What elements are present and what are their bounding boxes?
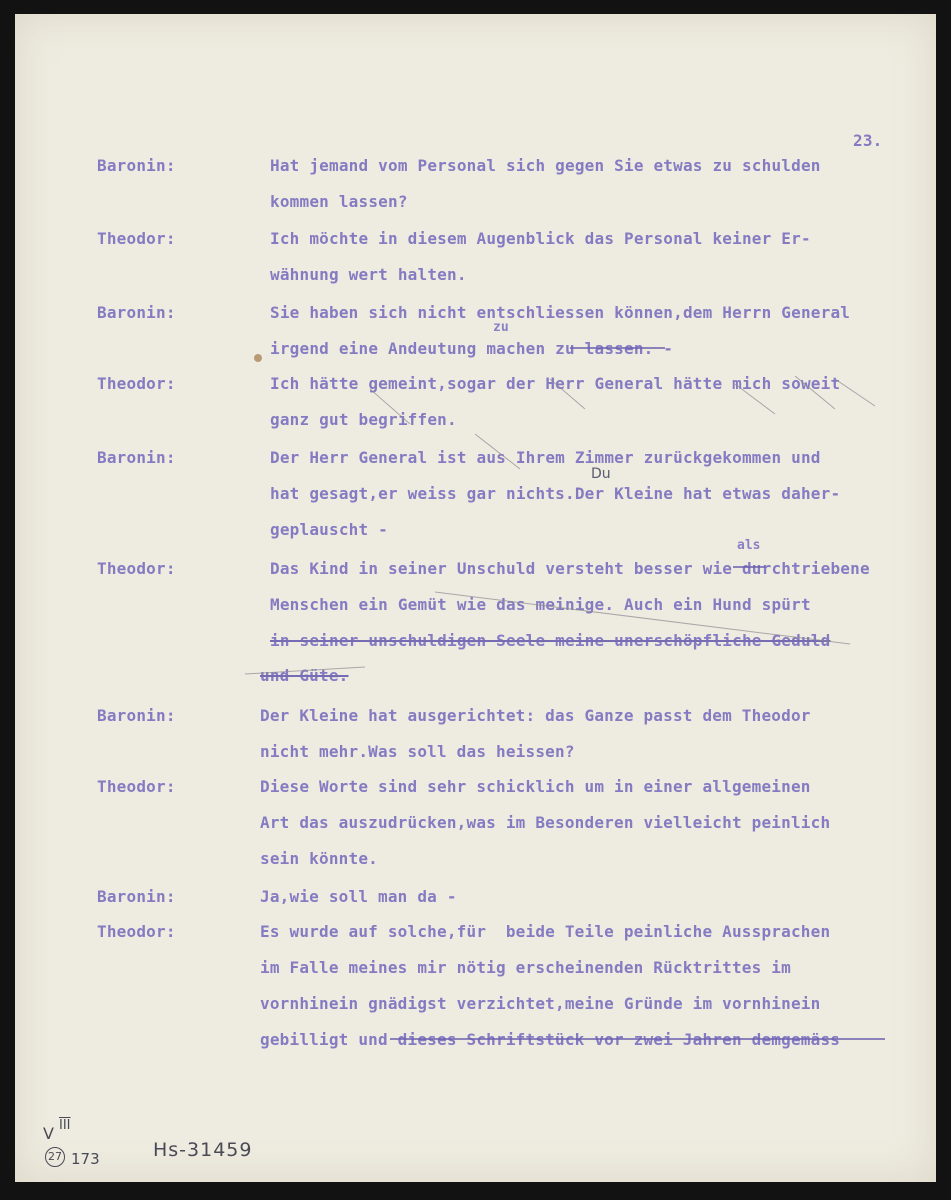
handwritten-insertion: Du — [591, 466, 611, 482]
pencil-stroke — [435, 592, 850, 644]
pencil-stroke — [475, 434, 520, 469]
archive-volume: V — [43, 1124, 54, 1143]
speech-line: Es wurde auf solche,für beide Teile peinliche Aussprachen — [260, 922, 831, 941]
pencil-marks — [15, 14, 936, 1182]
speech-line: Ja,wie soll man da - — [260, 887, 457, 906]
speech-line: kommen lassen? — [270, 192, 408, 211]
insertion-als: als — [737, 538, 761, 553]
pencil-stroke — [370, 389, 410, 424]
speech-line: Das Kind in seiner Unschuld versteht besser wie durchtriebene — [270, 559, 870, 578]
speech-line: Menschen ein Gemüt wie das meinige. Auch ein Hund spürt — [270, 595, 811, 614]
speech-line: vornhinein gnädigst verzichtet,meine Gründe im vornhinein — [260, 994, 821, 1013]
archive-folio: 173 — [71, 1150, 100, 1168]
speech-line: Hat jemand vom Personal sich gegen Sie etwas zu schulden — [270, 156, 821, 175]
speech-line: im Falle meines mir nötig erscheinenden Rücktrittes im — [260, 958, 791, 977]
speech-line: ganz gut begriffen. — [270, 410, 457, 429]
pencil-stroke — [795, 376, 835, 409]
speech-line: gebilligt und dieses Schriftstück vor zwei Jahren demgemäss — [260, 1030, 841, 1049]
speech-line: wähnung wert halten. — [270, 265, 467, 284]
speech-line: Ich möchte in diesem Augenblick das Personal keiner Er- — [270, 229, 811, 248]
speech-line: geplauscht - — [270, 520, 388, 539]
speech-line: sein könnte. — [260, 849, 378, 868]
speaker-label: Theodor: — [97, 777, 176, 796]
typescript-page — [15, 14, 936, 1182]
speech-line: Diese Worte sind sehr schicklich um in einer allgemeinen — [260, 777, 811, 796]
archive-roman-numeral: $\overline{III}$ — [59, 1118, 71, 1133]
speech-line-struck: und Güte. — [260, 666, 349, 685]
speaker-label: Baronin: — [97, 887, 176, 906]
archive-signature: Hs-31459 — [153, 1139, 253, 1161]
speech-line: nicht mehr.Was soll das heissen? — [260, 742, 575, 761]
speech-line: Sie haben sich nicht entschliessen können,dem Herrn General — [270, 303, 851, 322]
speaker-label: Baronin: — [97, 448, 176, 467]
speaker-label: Baronin: — [97, 303, 176, 322]
speech-line: Der Herr General ist aus Ihrem Zimmer zurückgekommen und — [270, 448, 821, 467]
speech-line: Der Kleine hat ausgerichtet: das Ganze passt dem Theodor — [260, 706, 811, 725]
speaker-label: Theodor: — [97, 229, 176, 248]
speech-line: hat gesagt,er weiss gar nichts.Der Kleine hat etwas daher- — [270, 484, 841, 503]
pencil-stroke — [245, 667, 365, 674]
archive-circled-number: 27 — [45, 1147, 65, 1167]
pencil-stroke — [550, 379, 585, 409]
speaker-label: Theodor: — [97, 374, 176, 393]
speech-segment: irgend eine Andeutung machen zu lassen. - — [270, 339, 674, 358]
page-number: 23. — [853, 131, 883, 150]
insertion-zu: zu — [493, 320, 509, 335]
speech-line-struck: in seiner unschuldigen Seele meine unerschöpfliche Geduld — [270, 631, 831, 650]
speaker-label: Baronin: — [97, 156, 176, 175]
speech-line: Art das auszudrücken,was im Besonderen vielleicht peinlich — [260, 813, 831, 832]
speech-line: Ich hätte gemeint,sogar der Herr General hätte mich soweit — [270, 374, 841, 393]
speaker-label: Theodor: — [97, 559, 176, 578]
speaker-label: Baronin: — [97, 706, 176, 725]
pencil-stroke — [835, 379, 875, 406]
pencil-stroke — [735, 384, 775, 414]
speaker-label: Theodor: — [97, 922, 176, 941]
